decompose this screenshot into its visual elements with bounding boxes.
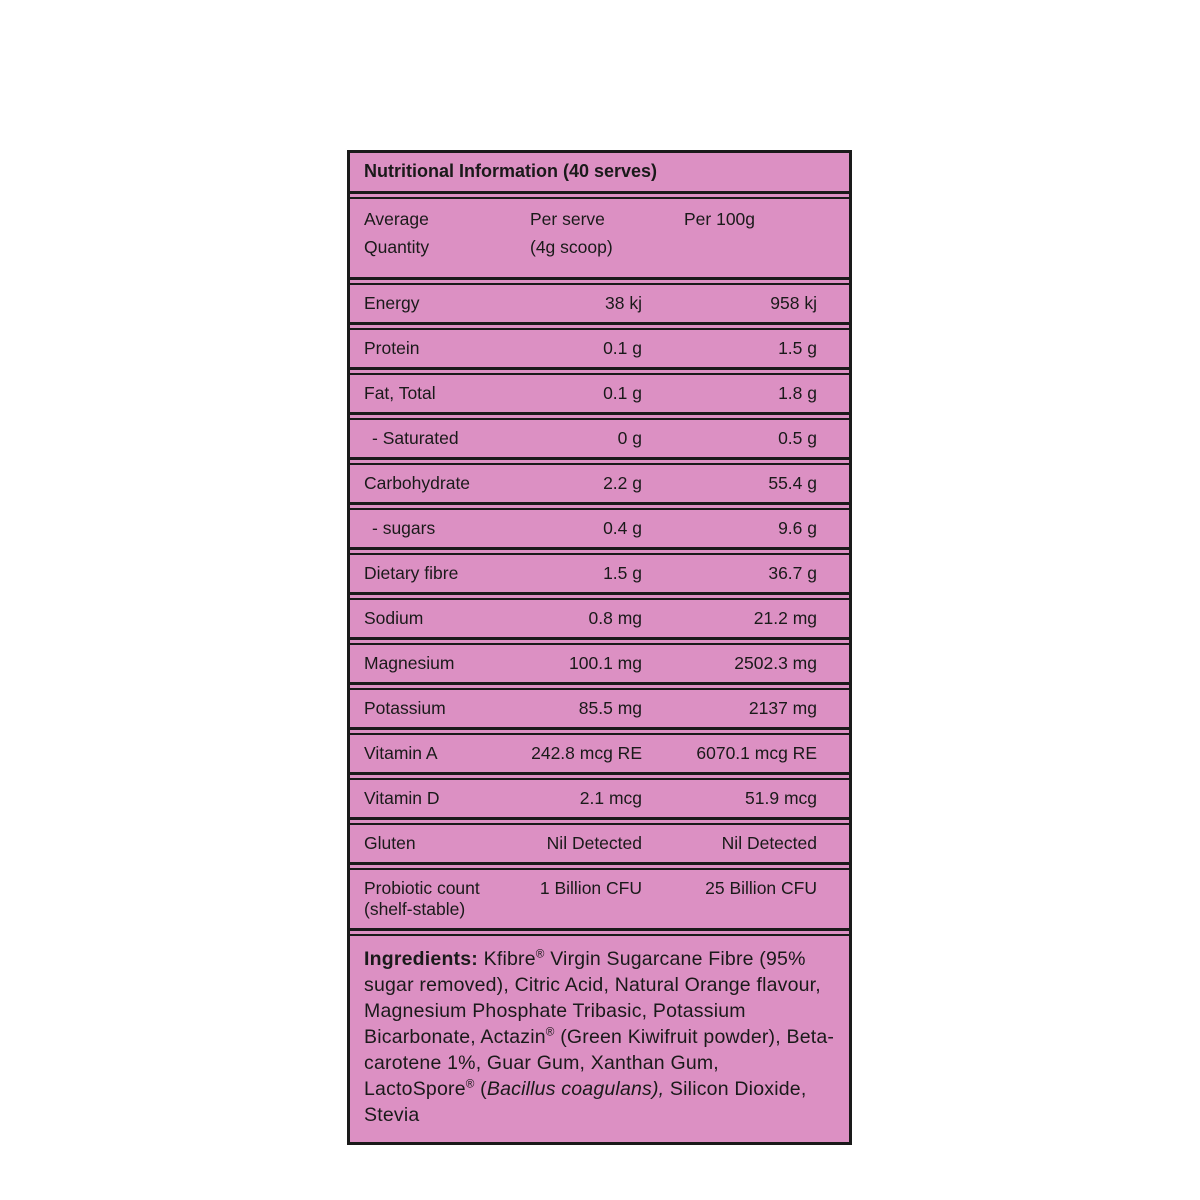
nutrient-row [350, 870, 849, 928]
nutrient-label: - sugars [372, 518, 436, 538]
nutrient-row [350, 285, 849, 322]
nutrient-label: Probiotic count (shelf-stable) [364, 878, 480, 919]
ingredients-run: Ingredients: [364, 948, 484, 970]
nutrient-label: Fat, Total [364, 383, 436, 403]
nutrient-row [350, 375, 849, 412]
ingredients-run: Silicon Dioxide, Stevia [364, 1078, 807, 1126]
nutrient-label: Potassium [364, 698, 446, 718]
nutrient-row [350, 600, 849, 637]
divider [350, 322, 849, 330]
column-header-line: Per serve [530, 209, 605, 229]
panel-title: Nutritional Information (40 serves) [364, 161, 658, 181]
per-serve-value: 1 Billion CFU [539, 878, 642, 898]
per-serve-value: 38 kj [605, 293, 642, 313]
column-header-line: Average [364, 209, 429, 229]
per-100g-value: 25 Billion CFU [705, 878, 817, 898]
per-serve-value: 2.2 g [603, 473, 642, 493]
nutrient-label: Vitamin D [364, 788, 440, 808]
column-header-average-quantity [350, 205, 530, 261]
nutrient-label: Energy [364, 293, 420, 313]
nutrient-label: Magnesium [364, 653, 455, 673]
ingredients-run: ( [474, 1078, 487, 1100]
nutrient-row [350, 555, 849, 592]
nutrient-rows [350, 285, 849, 928]
per-serve-value: 0.4 g [603, 518, 642, 538]
ingredients-run: Bacillus coagulans), [486, 1078, 665, 1100]
per-100g-value: 2502.3 mg [734, 653, 817, 673]
per-serve-value: 85.5 mg [578, 698, 642, 718]
divider [350, 772, 849, 780]
divider [350, 502, 849, 510]
per-100g-value: 6070.1 mcg RE [696, 743, 817, 763]
divider [350, 191, 849, 199]
divider [350, 817, 849, 825]
divider [350, 637, 849, 645]
nutrient-label: Protein [364, 338, 420, 358]
column-header-line: Quantity [364, 237, 430, 257]
ingredients-run: ® [465, 1077, 475, 1091]
divider [350, 727, 849, 735]
nutrient-label: Carbohydrate [364, 473, 471, 493]
column-header-line: (4g scoop) [530, 237, 613, 257]
column-header-per-serve [530, 205, 642, 261]
ingredients-run: ® [535, 947, 545, 961]
per-100g-value: 2137 mg [748, 698, 817, 718]
nutrient-row [350, 825, 849, 862]
nutrient-label: Vitamin A [364, 743, 438, 763]
per-100g-value: 51.9 mcg [745, 788, 817, 808]
per-100g-value: 0.5 g [778, 428, 817, 448]
column-header-row [350, 199, 849, 277]
per-100g-value: 21.2 mg [753, 608, 817, 628]
divider [350, 682, 849, 690]
nutrient-label: Gluten [364, 833, 416, 853]
column-header-per-100g: Per 100g [684, 209, 756, 229]
nutrient-row [350, 465, 849, 502]
per-serve-value: 0.1 g [603, 383, 642, 403]
per-serve-value: 2.1 mcg [579, 788, 642, 808]
per-serve-value: 242.8 mcg RE [531, 743, 642, 763]
divider [350, 457, 849, 465]
nutrient-label: Sodium [364, 608, 424, 628]
per-100g-value: 958 kj [770, 293, 817, 313]
nutrient-row [350, 330, 849, 367]
divider [350, 862, 849, 870]
nutrient-row [350, 510, 849, 547]
per-serve-value: 0.1 g [603, 338, 642, 358]
nutrient-label: Dietary fibre [364, 563, 459, 583]
divider [350, 277, 849, 285]
nutrition-panel [347, 150, 852, 1145]
per-serve-value: 0.8 mg [588, 608, 642, 628]
per-serve-value: 0 g [617, 428, 642, 448]
per-serve-value: 1.5 g [603, 563, 642, 583]
ingredients-run: (Green Kiwifruit powder), Beta-carotene 1%, Guar Gum, Xanthan Gum, LactoSpore [364, 1026, 835, 1100]
nutrient-row [350, 735, 849, 772]
per-100g-value: 36.7 g [768, 563, 817, 583]
ingredients-run: Virgin Sugarcane Fibre (95% sugar removed), Citric Acid, Natural Orange flavour, Magnesium Phosphate Tribasic, Potassium Bicarbonate, Actazin [364, 948, 821, 1048]
ingredients-run: Kfibre [483, 948, 536, 970]
per-serve-value: Nil Detected [546, 833, 642, 853]
nutrient-row [350, 645, 849, 682]
divider [350, 412, 849, 420]
divider [350, 547, 849, 555]
nutrient-row [350, 690, 849, 727]
per-100g-value: Nil Detected [721, 833, 817, 853]
ingredients-run: ® [545, 1025, 555, 1039]
nutrient-row [350, 780, 849, 817]
ingredients-text [364, 946, 835, 1128]
nutrient-label: - Saturated [372, 428, 459, 448]
per-100g-value: 9.6 g [778, 518, 817, 538]
per-serve-value: 100.1 mg [569, 653, 642, 673]
divider [350, 367, 849, 375]
nutrient-row [350, 420, 849, 457]
divider [350, 928, 849, 936]
per-100g-value: 55.4 g [768, 473, 817, 493]
per-100g-value: 1.8 g [778, 383, 817, 403]
ingredients-section [350, 936, 849, 1142]
per-100g-value: 1.5 g [778, 338, 817, 358]
divider [350, 592, 849, 600]
